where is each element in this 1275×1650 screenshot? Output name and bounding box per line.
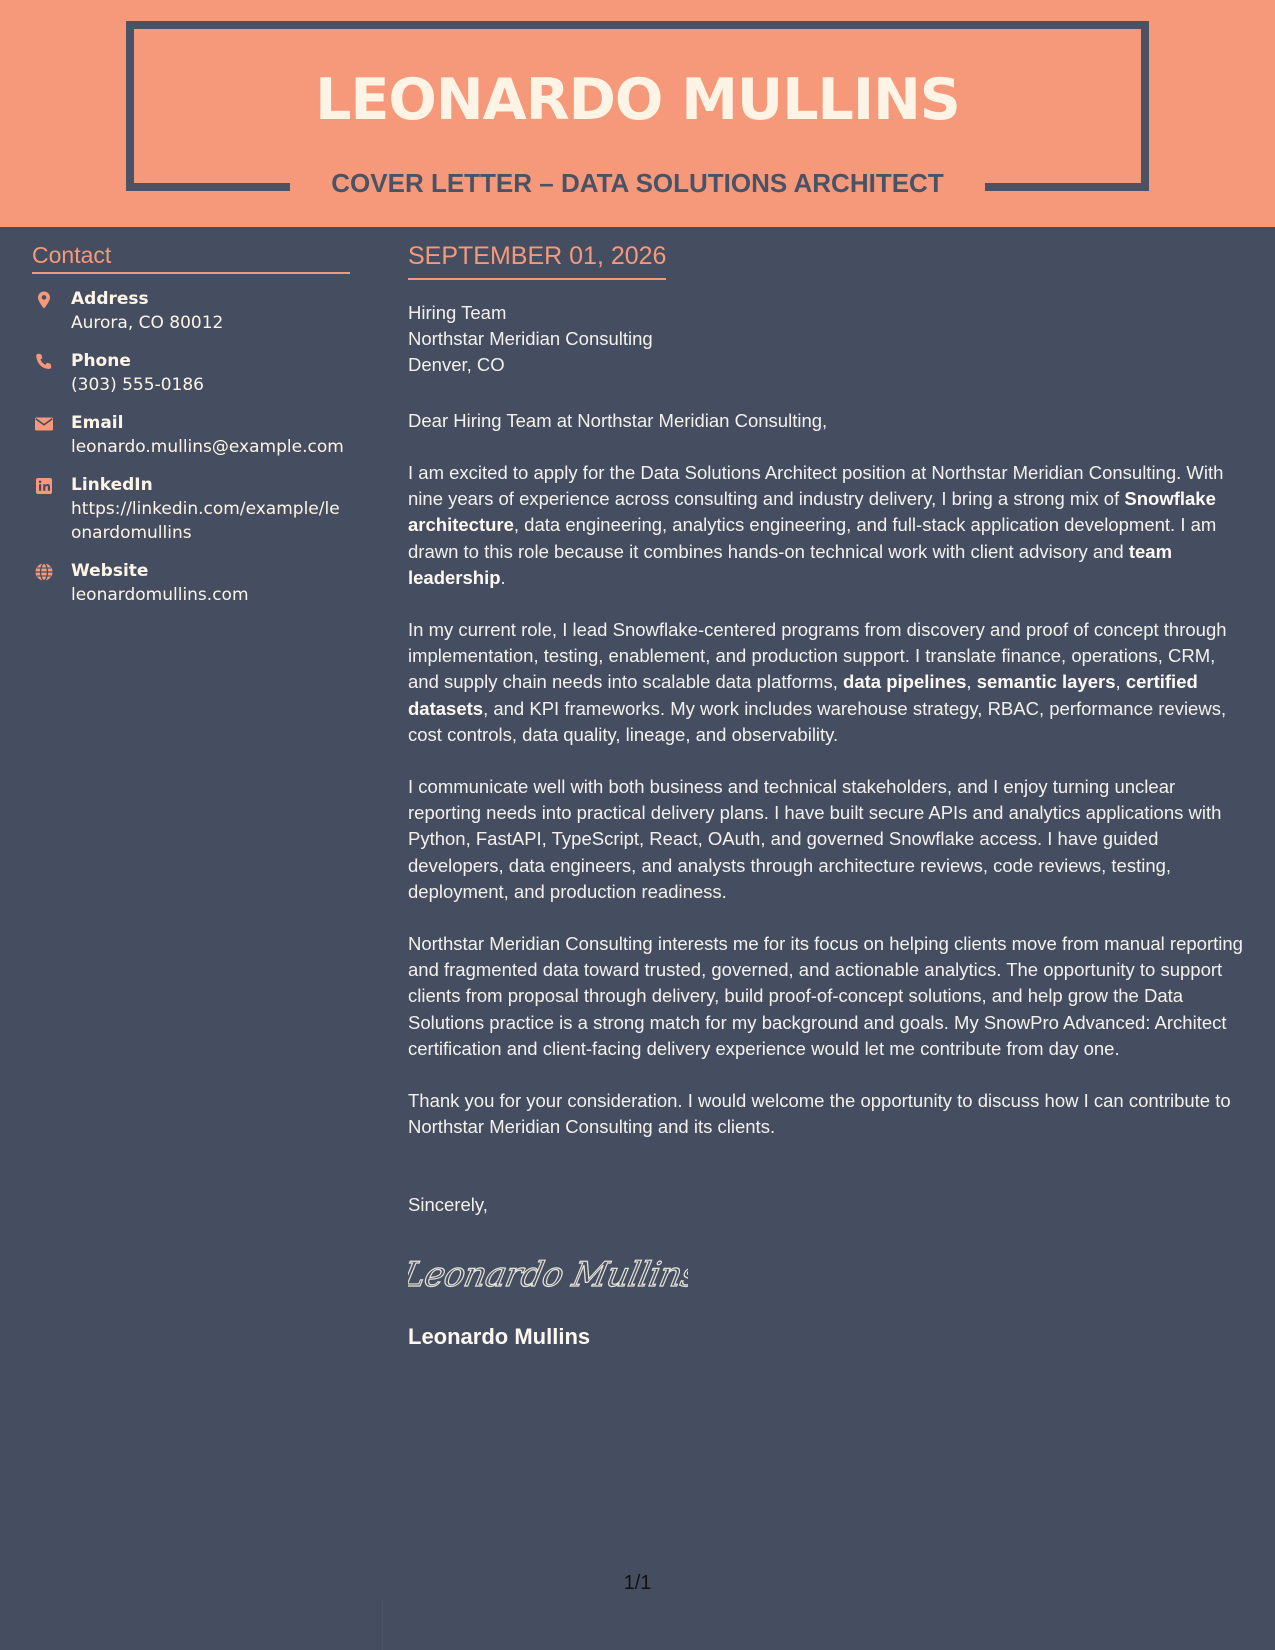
document-subtitle: COVER LETTER – DATA SOLUTIONS ARCHITECT (331, 168, 944, 198)
contact-label: LinkedIn (71, 475, 153, 495)
contact-heading: Contact (32, 240, 350, 274)
recipient-block (408, 300, 1250, 378)
bold-phrase: certified datasets (408, 671, 1198, 719)
text-run: , data engineering, analytics engineering, and full-stack application development. I am drawn to this role because it combines hands-on technical work with client advisory and (408, 514, 1217, 562)
bold-phrase: semantic layers (976, 671, 1116, 693)
salutation: Dear Hiring Team at Northstar Meridian Consulting, (408, 410, 828, 431)
letter-date: SEPTEMBER 01, 2026 (408, 240, 666, 280)
text-run: , and KPI frameworks. My work includes warehouse strategy, RBAC, performance reviews, cost controls, data quality, lineage, and observability. (408, 697, 1227, 745)
recipient-line: Denver, CO (408, 354, 505, 375)
contact-address (32, 287, 350, 335)
contact-value: (303) 555-0186 (71, 375, 204, 395)
text-run: , (1115, 671, 1126, 693)
contact-value[interactable]: https://linkedin.com/example/leonardomullins (71, 499, 340, 543)
contact-label: Phone (71, 351, 131, 371)
linkedin-icon (34, 476, 54, 496)
page-number: 1/1 (623, 1572, 652, 1594)
text-run: I communicate well with both business and technical stakeholders, and I enjoy turning unclear reporting needs into practical delivery plans. I have built secure APIs and analytics applications with Python, FastAPI, TypeScript, React, OAuth, and governed Snowflake access. I have guided developers, data engineers, and analysts through architecture reviews, code reviews, testing, deployment, and production readiness. (408, 776, 1222, 902)
signature-image (408, 1242, 688, 1302)
bold-phrase: Snowflake architecture (408, 488, 1216, 536)
svg-text:Leonardo Mullins: Leonardo Mullins (408, 1255, 688, 1296)
contact-phone (32, 349, 350, 397)
contact-label: Email (71, 413, 124, 433)
envelope-icon (34, 414, 54, 434)
paragraph (408, 1088, 1250, 1140)
paragraph (408, 617, 1250, 748)
signer-name: Leonardo Mullins (408, 1324, 591, 1350)
contact-label: Website (71, 561, 149, 581)
bold-phrase: team leadership (408, 540, 1173, 588)
globe-icon (34, 562, 54, 582)
text-run: In my current role, I lead Snowflake-centered programs from discovery and proof of concept through implementation, testing, enablement, and production support. I translate finance, operations, CRM, and supply chain needs into scalable data platforms, (408, 619, 1227, 693)
bold-phrase: data pipelines (843, 671, 967, 693)
contact-website (32, 559, 350, 607)
contact-value[interactable]: leonardo.mullins@example.com (71, 437, 344, 457)
text-run: , (966, 671, 977, 693)
paragraph (408, 931, 1250, 1062)
paragraph (408, 460, 1250, 591)
text-run: . (500, 566, 506, 588)
applicant-name: LEONARDO MULLINS (315, 67, 960, 133)
letter-body (408, 240, 1250, 1352)
contact-sidebar (32, 240, 350, 621)
map-pin-icon (34, 290, 54, 310)
text-run: I am excited to apply for the Data Solutions Architect position at Northstar Meridian Consulting. With nine years of experience across consulting and industry delivery, I bring a strong mix of (408, 462, 1224, 510)
contact-value: Aurora, CO 80012 (71, 313, 224, 333)
faint-divider (382, 1600, 383, 1650)
recipient-line: Northstar Meridian Consulting (408, 328, 653, 349)
contact-list (32, 287, 350, 607)
contact-value[interactable]: leonardomullins.com (71, 585, 249, 605)
phone-icon (34, 352, 54, 372)
recipient-line: Hiring Team (408, 302, 507, 323)
closing: Sincerely, (408, 1194, 488, 1216)
text-run: Northstar Meridian Consulting interests me for its focus on helping clients move from manual reporting and fragmented data toward trusted, governed, and actionable analytics. The opportunity to support clients from proposal through delivery, build proof-of-concept solutions, and help grow the Data Solutions practice is a strong match for my background and goals. My SnowPro Advanced: Architect certification and client-facing delivery experience would let me contribute from day one. (408, 933, 1243, 1059)
text-run: Thank you for your consideration. I would welcome the opportunity to discuss how I can contribute to Northstar Meridian Consulting and its clients. (408, 1090, 1231, 1138)
contact-label: Address (71, 289, 149, 309)
header-banner (0, 0, 1275, 227)
contact-email (32, 411, 350, 459)
paragraph (408, 774, 1250, 905)
contact-linkedin (32, 473, 350, 545)
